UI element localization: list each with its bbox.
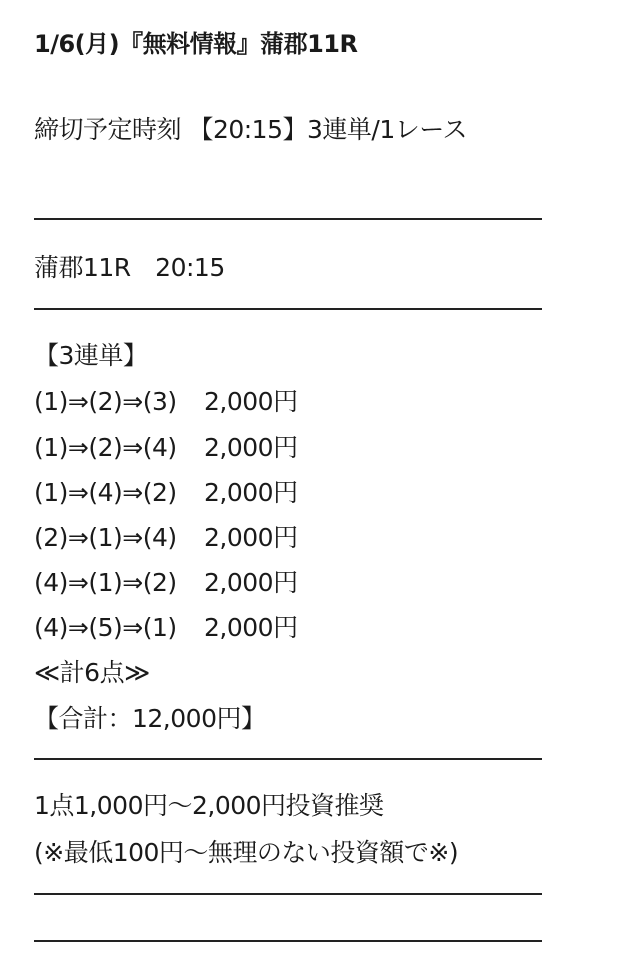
bet-row (34, 432, 298, 464)
bet-amount: 2,000円 (204, 568, 298, 597)
bet-amount: 2,000円 (204, 613, 298, 642)
deadline-text: 締切予定時刻 【20:15】3連単/1レース (34, 115, 467, 144)
investment-advice: 1点1,000円～2,000円投資推奨 (34, 791, 384, 820)
bet-type-heading: 【3連単】 (34, 341, 148, 370)
bet-row (34, 477, 298, 509)
bet-row (34, 386, 298, 418)
bet-combination: (1)⇒(2)⇒(4) (34, 433, 177, 462)
bet-combination: (4)⇒(1)⇒(2) (34, 568, 177, 597)
bet-total: 【合計：12,000円】 (34, 704, 266, 733)
bet-row (34, 522, 298, 554)
divider (34, 758, 542, 760)
divider (34, 308, 542, 310)
bet-combination: (1)⇒(2)⇒(3) (34, 387, 177, 416)
page-title: 1/6(月)『無料情報』蒲郡11R (34, 30, 358, 58)
bet-combination: (1)⇒(4)⇒(2) (34, 478, 177, 507)
bet-amount: 2,000円 (204, 387, 298, 416)
bet-row (34, 567, 298, 599)
divider (34, 893, 542, 895)
bet-amount: 2,000円 (204, 478, 298, 507)
bet-combination: (4)⇒(5)⇒(1) (34, 613, 177, 642)
bet-amount: 2,000円 (204, 433, 298, 462)
divider (34, 218, 542, 220)
divider (34, 940, 542, 942)
bet-row (34, 612, 298, 644)
race-label: 蒲郡11R 20:15 (34, 253, 225, 282)
bet-amount: 2,000円 (204, 523, 298, 552)
investment-note: (※最低100円～無理のない投資額で※) (34, 838, 459, 867)
bet-count: ≪計6点≫ (34, 658, 150, 687)
bet-combination: (2)⇒(1)⇒(4) (34, 523, 177, 552)
